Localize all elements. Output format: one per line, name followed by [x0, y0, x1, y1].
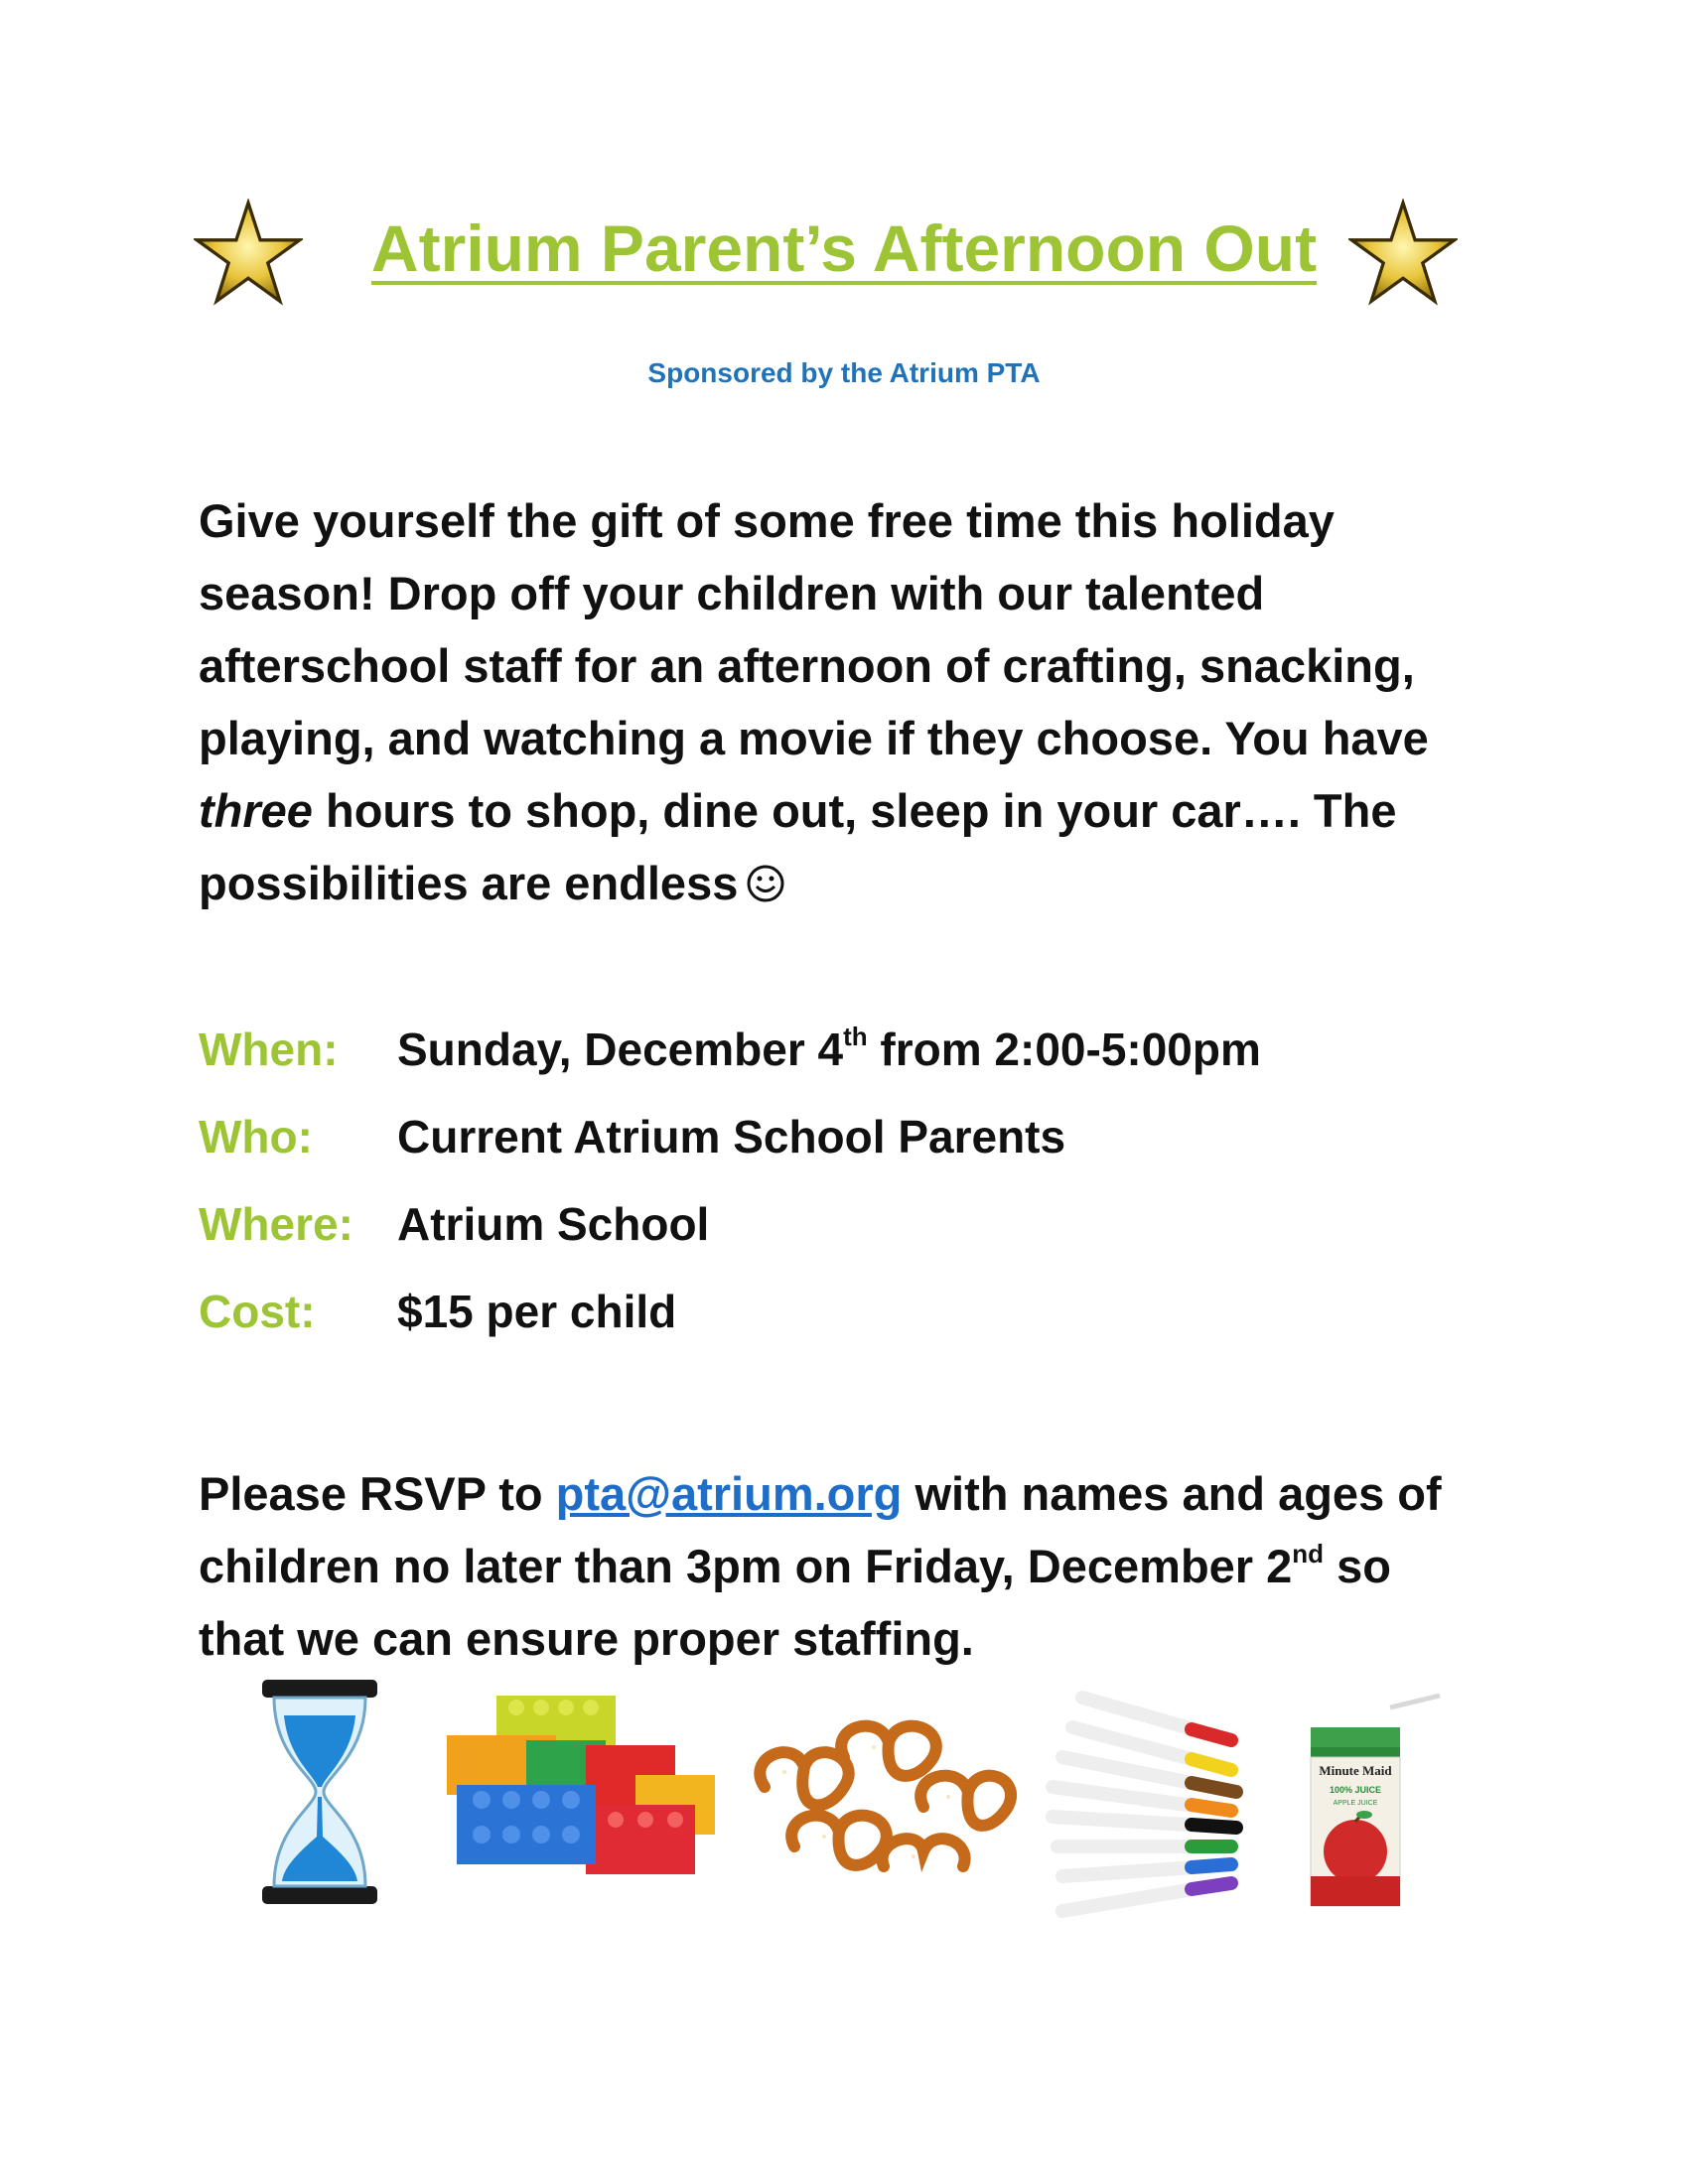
rsvp-paragraph: Please RSVP to pta@atrium.org with names and ages of children no later than 3pm on Friday, December 2nd so that we can ensure proper staffing.	[199, 1467, 1442, 1665]
cost-value: $15 per child	[397, 1286, 677, 1337]
decorative-images	[0, 1678, 1688, 1936]
page-title: Atrium Parent’s Afternoon Out	[370, 211, 1318, 285]
juice-label-text: 100% JUICE	[1329, 1785, 1382, 1795]
detail-row-cost	[199, 1285, 1489, 1372]
lego-bricks-icon	[437, 1686, 725, 1914]
pretzels-icon	[735, 1698, 1023, 1896]
where-value: Atrium School	[397, 1198, 710, 1250]
detail-row-where	[199, 1197, 1489, 1285]
event-details	[199, 1023, 1489, 1372]
star-icon	[1348, 199, 1458, 308]
juice-box-icon	[1291, 1688, 1450, 1916]
who-label: Who:	[199, 1111, 313, 1162]
where-label: Where:	[199, 1198, 353, 1250]
markers-icon	[1033, 1678, 1261, 1926]
cost-label: Cost:	[199, 1286, 316, 1337]
intro-paragraph	[199, 484, 1509, 919]
detail-row-who	[199, 1110, 1489, 1197]
intro-text-2: hours to shop, dine out, sleep in your car…. The possibilities are endless	[199, 784, 1397, 909]
smiley-icon	[746, 864, 785, 903]
hourglass-icon	[260, 1678, 379, 1906]
detail-row-when	[199, 1023, 1489, 1110]
juice-sub-text: APPLE JUICE	[1333, 1800, 1378, 1807]
rsvp-email-link[interactable]: pta@atrium.org	[555, 1467, 903, 1520]
sponsor-line: Sponsored by the Atrium PTA	[647, 357, 1041, 388]
who-value: Current Atrium School Parents	[397, 1111, 1066, 1162]
when-value: Sunday, December 4th from 2:00-5:00pm	[397, 1022, 1261, 1075]
when-label: When:	[199, 1024, 339, 1075]
intro-emphasis: three	[199, 784, 313, 837]
juice-brand-text: Minute Maid	[1319, 1763, 1392, 1778]
intro-text-1: Give yourself the gift of some free time this holiday season! Drop off your children with our talented afterschool staff for an afternoon of crafting, snacking, playing, and watching a movie if they choose. You have	[199, 494, 1429, 764]
